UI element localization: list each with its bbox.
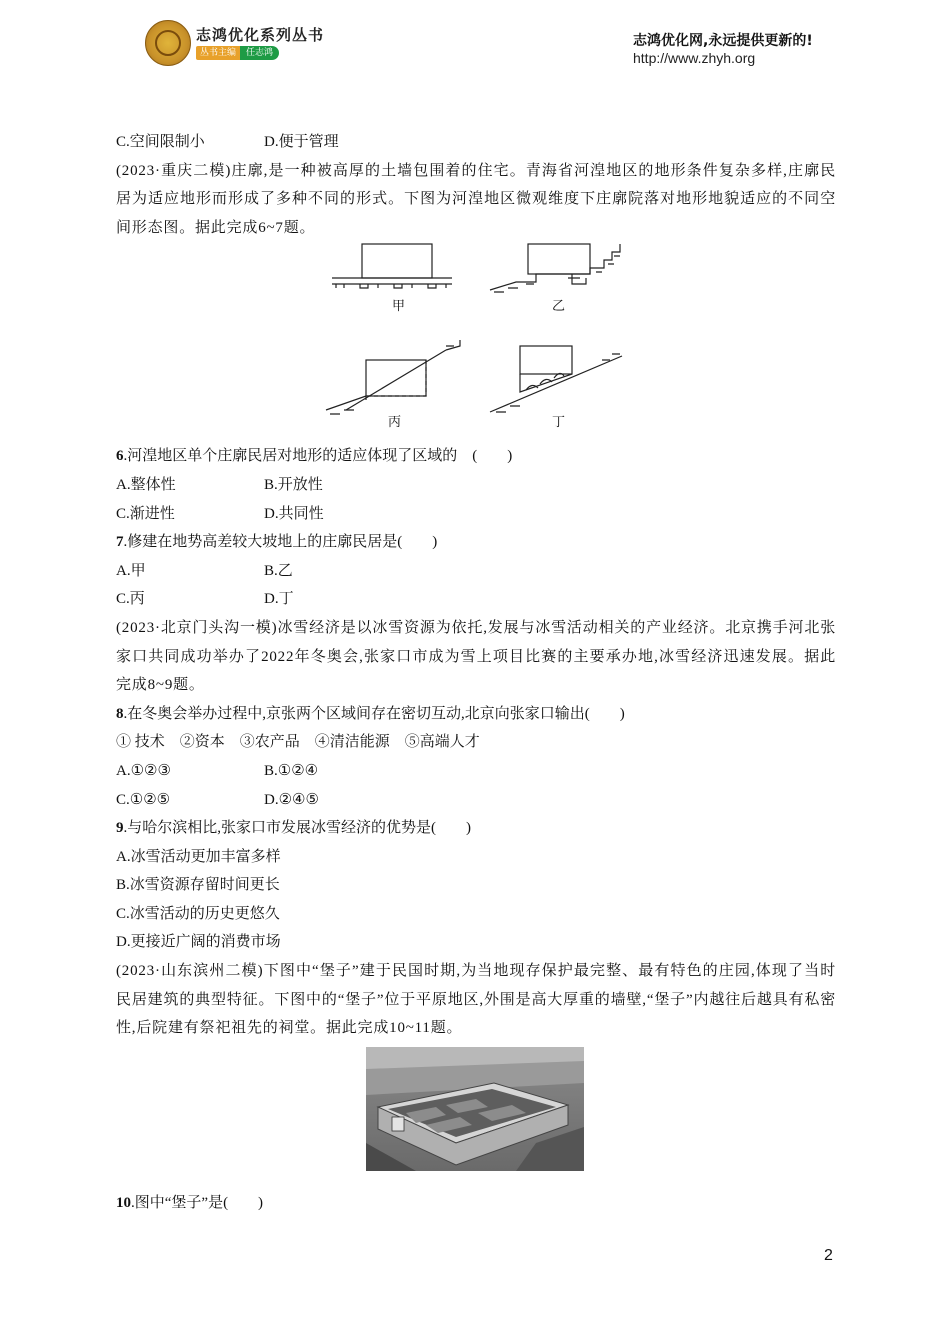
site-slogan: 志鸿优化网,永远提供更新的! <box>633 33 813 49</box>
option-d: D.共同性 <box>264 505 324 522</box>
option-c: C.丙 <box>116 591 145 608</box>
q6-text: .河湟地区单个庄廓民居对地形的适应体现了区域的 ( ) <box>123 448 513 465</box>
q8-options-ab <box>116 757 836 786</box>
question-content <box>116 128 836 1217</box>
q8-text: .在冬奥会举办过程中,京张两个区域间存在密切互动,北京向张家口输出( ) <box>123 705 625 722</box>
q10-text: .图中“堡子”是( ) <box>131 1194 264 1211</box>
option-a: A.整体性 <box>116 476 176 493</box>
option-d: D.丁 <box>264 591 294 608</box>
intro-10-11: (2023·山东滨州二模)下图中“堡子”建于民国时期,为当地现存保护最完整、最有特色的庄园,体现了当时民居建筑的典型特征。下图中的“堡子”位于平原地区,外围是高大厚重的墙壁,“堡子”内越往后越具有私密性,后院建有祭祀祖先的祠堂。据此完成10~11题。 <box>116 963 836 1037</box>
option-c: C.渐进性 <box>116 505 175 522</box>
house-ding <box>520 346 572 374</box>
label-yi: 乙 <box>552 299 566 315</box>
q8-stem <box>116 700 836 729</box>
series-title: 志鸿优化系列丛书 <box>196 26 325 44</box>
q8-number: 8 <box>116 705 124 722</box>
label-jia: 甲 <box>392 299 406 315</box>
option-c: C.①②⑤ <box>116 791 171 808</box>
editor-label: 丛书主编 <box>196 46 240 60</box>
q6-options-ab <box>116 471 836 500</box>
q7-options-ab <box>116 557 836 586</box>
publisher-logo-icon <box>145 20 191 66</box>
q6-stem <box>116 442 836 471</box>
baozi-aerial-photo <box>116 1043 836 1183</box>
page-header <box>0 0 950 90</box>
house-bing <box>366 360 426 396</box>
intro-8-9: (2023·北京门头沟一模)冰雪经济是以冰雪资源为依托,发展与冰雪活动相关的产业经济。北京携手河北张家口共同成功举办了2022年冬奥会,张家口市成为雪上项目比赛的主要承办地,冰雪经济迅速发展。据此完成8~9题。 <box>116 619 836 694</box>
option-b: B.①②④ <box>264 762 319 779</box>
option-a: A.①②③ <box>116 762 171 779</box>
q7-number: 7 <box>116 534 124 551</box>
q9-stem <box>116 814 836 843</box>
q7-options-cd <box>116 585 836 614</box>
terrain-diagram <box>116 242 836 442</box>
option-d: D.便于管理 <box>264 134 339 150</box>
q5-options-cd <box>116 128 836 157</box>
house-jia <box>362 244 432 278</box>
q8-items: ① 技术 ②资本 ③农产品 ④清洁能源 ⑤高端人才 <box>116 734 480 751</box>
q7-text: .修建在地势高差较大坡地上的庄廓民居是( ) <box>123 534 438 551</box>
option-a: A.冰雪活动更加丰富多样 <box>116 848 281 865</box>
label-bing: 丙 <box>388 415 402 431</box>
option-b: B.冰雪资源存留时间更长 <box>116 877 280 894</box>
label-ding: 丁 <box>552 415 566 431</box>
option-b: B.乙 <box>264 562 293 579</box>
baozi-photo-block <box>116 1043 836 1183</box>
option-b: B.开放性 <box>264 476 323 493</box>
zhuangkuo-figure <box>116 242 836 442</box>
q7-stem <box>116 528 836 557</box>
q6-options-cd <box>116 500 836 529</box>
q8-options-cd <box>116 786 836 815</box>
q9-text: .与哈尔滨相比,张家口市发展冰雪经济的优势是( ) <box>123 820 471 837</box>
editor-tag <box>196 46 279 60</box>
site-url[interactable]: http://www.zhyh.org <box>633 50 756 66</box>
q10-stem <box>116 1189 836 1218</box>
option-c: C.冰雪活动的历史更悠久 <box>116 905 280 922</box>
q10-number: 10 <box>116 1194 131 1211</box>
page-number: 2 <box>824 1247 833 1264</box>
intro-6-7: (2023·重庆二模)庄廓,是一种被高厚的土墙包围着的住宅。青海省河湟地区的地形条件复杂多样,庄廓民居为适应地形而形成了多种不同的形式。下图为河湟地区微观维度下庄廓院落对地形地貌适应的不同空间形态图。据此完成6~7题。 <box>116 162 836 236</box>
q6-number: 6 <box>116 448 124 465</box>
q9-number: 9 <box>116 820 124 837</box>
option-d: D.更接近广阔的消费市场 <box>116 934 281 951</box>
option-d: D.②④⑤ <box>264 791 319 808</box>
option-c: C.空间限制小 <box>116 134 205 150</box>
editor-name: 任志鸿 <box>240 46 279 60</box>
house-yi <box>528 244 590 274</box>
option-a: A.甲 <box>116 562 146 579</box>
